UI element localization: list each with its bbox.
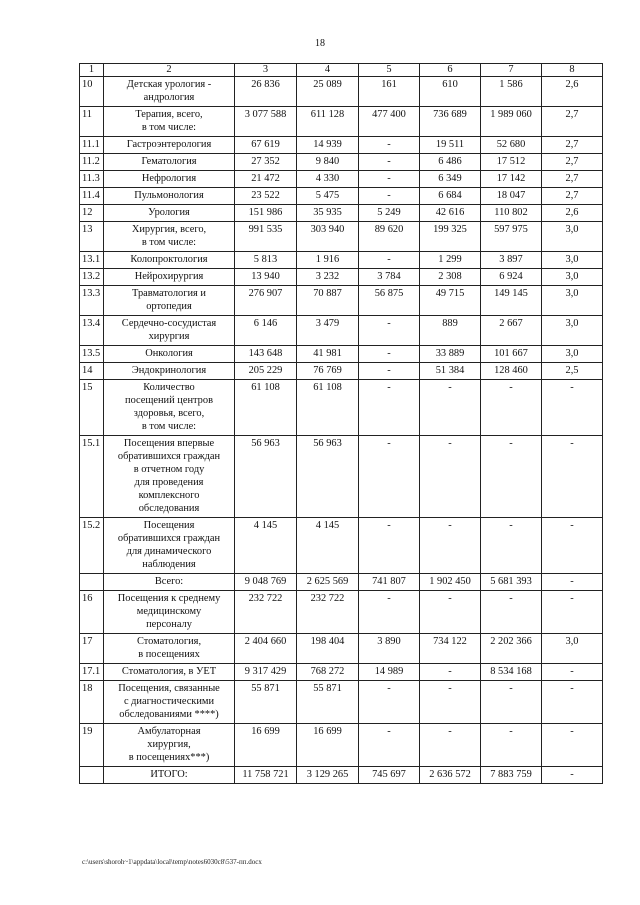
value-cell: -: [481, 724, 542, 767]
row-number-cell: 11.2: [80, 154, 104, 171]
indicator-name-cell: Травматология и ортопедия: [104, 286, 235, 316]
table-row: [80, 591, 603, 634]
value-cell: 4 145: [297, 518, 359, 574]
value-cell: 5 813: [235, 252, 297, 269]
value-cell: 1 299: [420, 252, 481, 269]
table-row: [80, 154, 603, 171]
value-cell: 7 883 759: [481, 767, 542, 784]
value-cell: -: [542, 767, 603, 784]
value-cell: 21 472: [235, 171, 297, 188]
value-cell: 2,7: [542, 137, 603, 154]
value-cell: 11 758 721: [235, 767, 297, 784]
table-row: [80, 269, 603, 286]
value-cell: 3 890: [359, 634, 420, 664]
value-cell: 18 047: [481, 188, 542, 205]
indicator-name-cell: Терапия, всего, в том числе:: [104, 107, 235, 137]
value-cell: 56 875: [359, 286, 420, 316]
value-cell: 6 684: [420, 188, 481, 205]
table-header-row: [80, 64, 603, 77]
table-row: [80, 286, 603, 316]
value-cell: 2 625 569: [297, 574, 359, 591]
value-cell: 27 352: [235, 154, 297, 171]
row-number-cell: 13: [80, 222, 104, 252]
row-number-cell: 13.3: [80, 286, 104, 316]
value-cell: -: [359, 316, 420, 346]
row-number-cell: 18: [80, 681, 104, 724]
value-cell: -: [420, 664, 481, 681]
indicator-name-cell: Нейрохирургия: [104, 269, 235, 286]
value-cell: 3 897: [481, 252, 542, 269]
value-cell: 128 460: [481, 363, 542, 380]
row-number-cell: 19: [80, 724, 104, 767]
indicator-name-cell: Посещения впервые обратившихся граждан в отчетном году для проведения комплексного обследования: [104, 436, 235, 518]
table-row: [80, 205, 603, 222]
value-cell: 56 963: [297, 436, 359, 518]
value-cell: 4 330: [297, 171, 359, 188]
indicator-name-cell: Сердечно-сосудистая хирургия: [104, 316, 235, 346]
table-row: [80, 222, 603, 252]
table-row: [80, 107, 603, 137]
value-cell: 4 145: [235, 518, 297, 574]
value-cell: 61 108: [235, 380, 297, 436]
value-cell: 3,0: [542, 252, 603, 269]
value-cell: 2,7: [542, 107, 603, 137]
table-body: [80, 64, 603, 784]
value-cell: 9 840: [297, 154, 359, 171]
value-cell: 3,0: [542, 269, 603, 286]
table-row: [80, 664, 603, 681]
table-row: [80, 137, 603, 154]
value-cell: 51 384: [420, 363, 481, 380]
footer-file-path: c:\users\shoroh~1\appdata\local\temp\notes6030c8\537-пп.docx: [82, 858, 262, 866]
indicator-name-cell: Нефрология: [104, 171, 235, 188]
value-cell: 17 512: [481, 154, 542, 171]
row-number-cell: 11: [80, 107, 104, 137]
value-cell: 610: [420, 77, 481, 107]
value-cell: -: [542, 591, 603, 634]
value-cell: 2 202 366: [481, 634, 542, 664]
indicator-name-cell: Детская урология - андрология: [104, 77, 235, 107]
value-cell: 1 902 450: [420, 574, 481, 591]
value-cell: -: [359, 518, 420, 574]
value-cell: 3,0: [542, 346, 603, 363]
header-cell: 3: [235, 64, 297, 77]
indicator-name-cell: Гематология: [104, 154, 235, 171]
row-number-cell: 12: [80, 205, 104, 222]
value-cell: 149 145: [481, 286, 542, 316]
value-cell: 2 404 660: [235, 634, 297, 664]
value-cell: -: [359, 436, 420, 518]
value-cell: 198 404: [297, 634, 359, 664]
table-row: [80, 634, 603, 664]
value-cell: -: [542, 518, 603, 574]
indicator-name-cell: Всего:: [104, 574, 235, 591]
row-number-cell: 13.4: [80, 316, 104, 346]
value-cell: 41 981: [297, 346, 359, 363]
value-cell: -: [420, 591, 481, 634]
value-cell: 5 681 393: [481, 574, 542, 591]
value-cell: 3 232: [297, 269, 359, 286]
value-cell: 597 975: [481, 222, 542, 252]
value-cell: 35 935: [297, 205, 359, 222]
table-row: [80, 724, 603, 767]
value-cell: 17 142: [481, 171, 542, 188]
value-cell: -: [359, 171, 420, 188]
value-cell: -: [359, 681, 420, 724]
value-cell: 23 522: [235, 188, 297, 205]
value-cell: 205 229: [235, 363, 297, 380]
header-cell: 1: [80, 64, 104, 77]
table-row: [80, 346, 603, 363]
value-cell: -: [359, 346, 420, 363]
indicator-name-cell: Стоматология, в УЕТ: [104, 664, 235, 681]
value-cell: -: [420, 436, 481, 518]
value-cell: -: [420, 380, 481, 436]
page-number: 18: [315, 38, 325, 49]
value-cell: 2,6: [542, 77, 603, 107]
value-cell: 5 475: [297, 188, 359, 205]
table-row: [80, 171, 603, 188]
value-cell: 736 689: [420, 107, 481, 137]
indicator-name-cell: ИТОГО:: [104, 767, 235, 784]
value-cell: 3 479: [297, 316, 359, 346]
value-cell: -: [359, 154, 420, 171]
value-cell: 55 871: [235, 681, 297, 724]
row-number-cell: 11.3: [80, 171, 104, 188]
header-cell: 8: [542, 64, 603, 77]
table-row: [80, 681, 603, 724]
row-number-cell: 13.2: [80, 269, 104, 286]
value-cell: 89 620: [359, 222, 420, 252]
value-cell: 1 916: [297, 252, 359, 269]
value-cell: -: [542, 724, 603, 767]
value-cell: 768 272: [297, 664, 359, 681]
row-number-cell: 15.1: [80, 436, 104, 518]
value-cell: -: [359, 724, 420, 767]
row-number-cell: 13.1: [80, 252, 104, 269]
value-cell: 76 769: [297, 363, 359, 380]
indicator-name-cell: Стоматология, в посещениях: [104, 634, 235, 664]
value-cell: 276 907: [235, 286, 297, 316]
value-cell: 52 680: [481, 137, 542, 154]
row-number-cell: 11.4: [80, 188, 104, 205]
value-cell: -: [420, 681, 481, 724]
value-cell: 14 989: [359, 664, 420, 681]
value-cell: 2,7: [542, 188, 603, 205]
indicator-name-cell: Посещения, связанные с диагностическими обследованиями ****): [104, 681, 235, 724]
table-row: [80, 363, 603, 380]
value-cell: -: [359, 380, 420, 436]
value-cell: 3 784: [359, 269, 420, 286]
header-cell: 6: [420, 64, 481, 77]
table-row: [80, 380, 603, 436]
value-cell: 889: [420, 316, 481, 346]
table-row: [80, 188, 603, 205]
value-cell: 6 146: [235, 316, 297, 346]
value-cell: 2,7: [542, 171, 603, 188]
value-cell: 3 129 265: [297, 767, 359, 784]
value-cell: 14 939: [297, 137, 359, 154]
indicator-name-cell: Амбулаторная хирургия, в посещениях***): [104, 724, 235, 767]
table-row: [80, 316, 603, 346]
value-cell: -: [420, 518, 481, 574]
value-cell: 232 722: [297, 591, 359, 634]
value-cell: 199 325: [420, 222, 481, 252]
value-cell: -: [359, 137, 420, 154]
row-number-cell: 17: [80, 634, 104, 664]
value-cell: -: [481, 681, 542, 724]
table-row: [80, 252, 603, 269]
value-cell: 56 963: [235, 436, 297, 518]
value-cell: 1 586: [481, 77, 542, 107]
indicator-name-cell: Урология: [104, 205, 235, 222]
value-cell: 741 807: [359, 574, 420, 591]
value-cell: 9 317 429: [235, 664, 297, 681]
value-cell: 734 122: [420, 634, 481, 664]
header-cell: 5: [359, 64, 420, 77]
value-cell: 5 249: [359, 205, 420, 222]
header-cell: 4: [297, 64, 359, 77]
value-cell: 3,0: [542, 634, 603, 664]
indicator-name-cell: Гастроэнтерология: [104, 137, 235, 154]
table-row: [80, 77, 603, 107]
value-cell: -: [359, 363, 420, 380]
value-cell: 55 871: [297, 681, 359, 724]
value-cell: -: [359, 188, 420, 205]
header-cell: 7: [481, 64, 542, 77]
value-cell: 6 486: [420, 154, 481, 171]
value-cell: -: [481, 380, 542, 436]
value-cell: 8 534 168: [481, 664, 542, 681]
value-cell: 26 836: [235, 77, 297, 107]
indicator-name-cell: Эндокринология: [104, 363, 235, 380]
value-cell: -: [542, 664, 603, 681]
value-cell: 477 400: [359, 107, 420, 137]
value-cell: 49 715: [420, 286, 481, 316]
value-cell: -: [359, 591, 420, 634]
indicator-name-cell: Посещения к среднему медицинскому персоналу: [104, 591, 235, 634]
value-cell: 61 108: [297, 380, 359, 436]
table-row: [80, 767, 603, 784]
indicator-name-cell: Онкология: [104, 346, 235, 363]
value-cell: 3,0: [542, 222, 603, 252]
row-number-cell: 14: [80, 363, 104, 380]
value-cell: 25 089: [297, 77, 359, 107]
value-cell: 611 128: [297, 107, 359, 137]
value-cell: -: [420, 724, 481, 767]
value-cell: 67 619: [235, 137, 297, 154]
indicator-name-cell: Пульмонология: [104, 188, 235, 205]
table-row: [80, 436, 603, 518]
value-cell: 6 349: [420, 171, 481, 188]
table-row: [80, 574, 603, 591]
value-cell: 303 940: [297, 222, 359, 252]
value-cell: -: [481, 591, 542, 634]
value-cell: 232 722: [235, 591, 297, 634]
row-number-cell: 10: [80, 77, 104, 107]
value-cell: 110 802: [481, 205, 542, 222]
indicator-name-cell: Посещения обратившихся граждан для динамического наблюдения: [104, 518, 235, 574]
value-cell: 42 616: [420, 205, 481, 222]
table-row: [80, 518, 603, 574]
value-cell: -: [542, 681, 603, 724]
row-number-cell: 15.2: [80, 518, 104, 574]
value-cell: -: [542, 436, 603, 518]
statistics-table: [79, 63, 603, 784]
indicator-name-cell: Количество посещений центров здоровья, всего, в том числе:: [104, 380, 235, 436]
value-cell: 9 048 769: [235, 574, 297, 591]
value-cell: 16 699: [235, 724, 297, 767]
row-number-cell: [80, 574, 104, 591]
value-cell: 16 699: [297, 724, 359, 767]
value-cell: 161: [359, 77, 420, 107]
row-number-cell: 16: [80, 591, 104, 634]
row-number-cell: 11.1: [80, 137, 104, 154]
row-number-cell: [80, 767, 104, 784]
value-cell: 3 077 588: [235, 107, 297, 137]
value-cell: -: [542, 574, 603, 591]
value-cell: 70 887: [297, 286, 359, 316]
value-cell: -: [542, 380, 603, 436]
row-number-cell: 17.1: [80, 664, 104, 681]
row-number-cell: 13.5: [80, 346, 104, 363]
value-cell: -: [481, 518, 542, 574]
value-cell: 991 535: [235, 222, 297, 252]
value-cell: -: [481, 436, 542, 518]
value-cell: 33 889: [420, 346, 481, 363]
value-cell: 3,0: [542, 286, 603, 316]
value-cell: 2 308: [420, 269, 481, 286]
value-cell: 151 986: [235, 205, 297, 222]
value-cell: 143 648: [235, 346, 297, 363]
row-number-cell: 15: [80, 380, 104, 436]
value-cell: 2,7: [542, 154, 603, 171]
value-cell: 13 940: [235, 269, 297, 286]
value-cell: -: [359, 252, 420, 269]
value-cell: 2 636 572: [420, 767, 481, 784]
value-cell: 3,0: [542, 316, 603, 346]
value-cell: 2 667: [481, 316, 542, 346]
value-cell: 2,6: [542, 205, 603, 222]
value-cell: 2,5: [542, 363, 603, 380]
value-cell: 6 924: [481, 269, 542, 286]
value-cell: 1 989 060: [481, 107, 542, 137]
value-cell: 101 667: [481, 346, 542, 363]
value-cell: 745 697: [359, 767, 420, 784]
value-cell: 19 511: [420, 137, 481, 154]
indicator-name-cell: Колопроктология: [104, 252, 235, 269]
indicator-name-cell: Хирургия, всего, в том числе:: [104, 222, 235, 252]
header-cell: 2: [104, 64, 235, 77]
